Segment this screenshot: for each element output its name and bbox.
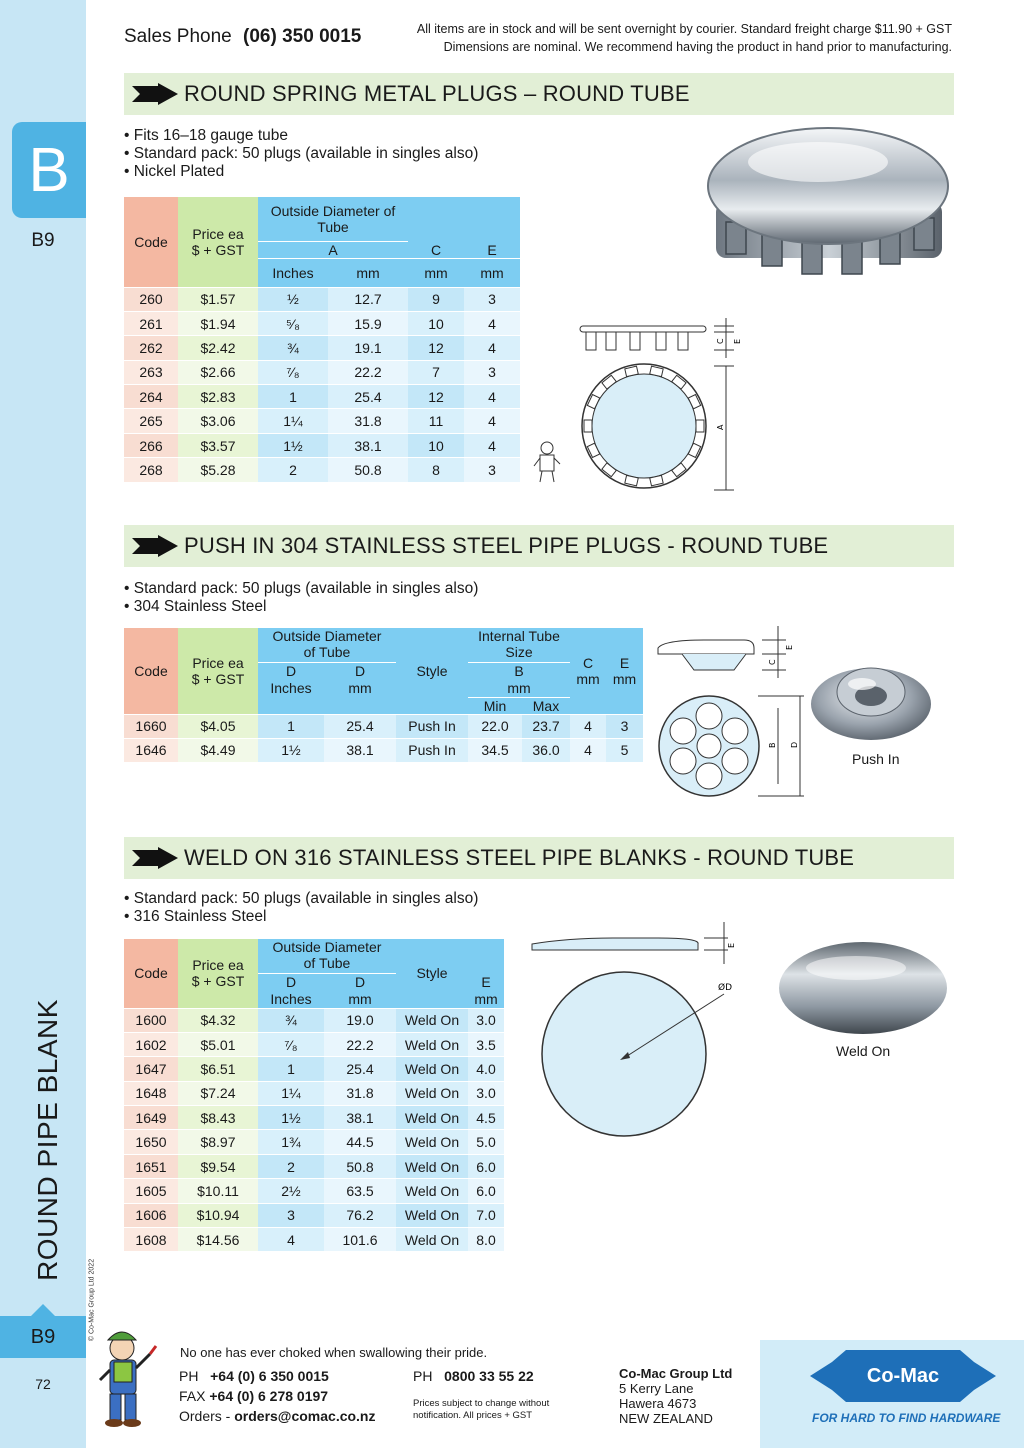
col-mm-a: mm <box>328 258 408 287</box>
company-name: Co-Mac Group Ltd <box>619 1366 733 1381</box>
cell-mm: 22.2 <box>328 360 408 384</box>
dim-label-a: A <box>716 424 725 430</box>
cell-style: Weld On <box>396 1203 468 1227</box>
cell-e: 3 <box>464 458 520 482</box>
cell-inches: 1¾ <box>258 1130 324 1154</box>
cell-mm: 19.1 <box>328 336 408 360</box>
cell-c: 4 <box>570 738 606 762</box>
col-a: A <box>258 241 408 258</box>
cell-inches: 4 <box>258 1228 324 1252</box>
col-e: E mm <box>468 939 504 1008</box>
cell-code: 261 <box>124 311 178 335</box>
cell-inches: 1½ <box>258 738 324 762</box>
cell-inches: 2½ <box>258 1179 324 1203</box>
footer-prices-note <box>413 1398 549 1422</box>
address-line-2: Hawera 4673 <box>619 1396 697 1411</box>
push-in-plug-photo <box>808 648 934 744</box>
cell-style: Weld On <box>396 1057 468 1081</box>
cell-c: 10 <box>408 433 464 457</box>
col-code: Code <box>124 939 178 1008</box>
cell-code: 1602 <box>124 1032 178 1056</box>
weld-on-caption: Weld On <box>836 1043 891 1059</box>
col-min: Min <box>468 697 522 714</box>
cell-price: $2.66 <box>178 360 258 384</box>
cell-price: $7.24 <box>178 1081 258 1105</box>
table-row <box>124 409 520 433</box>
mascot-icon <box>94 1324 160 1428</box>
spring-tab <box>584 420 592 432</box>
table-row <box>124 714 643 738</box>
cell-inches: ¾ <box>258 1008 324 1032</box>
bullet: • Fits 16–18 gauge tube <box>124 127 288 144</box>
table-row <box>124 1154 504 1178</box>
cell-code: 1600 <box>124 1008 178 1032</box>
cell-price: $1.57 <box>178 287 258 311</box>
spring-tab <box>696 420 704 432</box>
cell-style: Weld On <box>396 1154 468 1178</box>
ph2-value[interactable]: 0800 33 55 22 <box>444 1368 534 1384</box>
section-1-header <box>124 73 954 115</box>
cell-code: 1606 <box>124 1203 178 1227</box>
page-code-bottom: B9 <box>0 1316 86 1358</box>
spring-plug-drawing <box>574 318 754 496</box>
col-b: B mm <box>468 662 570 697</box>
cell-e: 5.0 <box>468 1130 504 1154</box>
table-row <box>124 1106 504 1130</box>
ph2-label: PH <box>413 1368 433 1384</box>
cell-mm: 25.4 <box>324 1057 396 1081</box>
section-3-header <box>124 837 954 879</box>
col-code: Code <box>124 197 178 287</box>
push-in-caption: Push In <box>852 751 900 767</box>
bullet: • Standard pack: 50 plugs (available in singles also) <box>124 890 479 907</box>
cell-mm: 38.1 <box>324 1106 396 1130</box>
cell-e: 3 <box>606 714 643 738</box>
dim-label-e: E <box>785 644 794 650</box>
dim-label-e: E <box>727 942 736 948</box>
cell-price: $4.05 <box>178 714 258 738</box>
dim-label-c: C <box>716 338 725 344</box>
footer-freephone <box>413 1366 534 1386</box>
cell-code: 1608 <box>124 1228 178 1252</box>
plug-lobe <box>670 748 696 774</box>
cell-code: 1651 <box>124 1154 178 1178</box>
arrow-icon <box>132 847 178 869</box>
cell-min: 34.5 <box>468 738 522 762</box>
dim-label-e: E <box>733 338 742 344</box>
cell-min: 22.0 <box>468 714 522 738</box>
cell-style: Weld On <box>396 1106 468 1130</box>
cell-style: Weld On <box>396 1032 468 1056</box>
cell-e: 4 <box>464 433 520 457</box>
cell-inches: ¾ <box>258 336 328 360</box>
logo-text: Co-Mac <box>866 1365 940 1387</box>
fax-value: +64 (0) 6 278 0197 <box>209 1388 329 1404</box>
bullet: • 316 Stainless Steel <box>124 908 267 925</box>
address-line-1: 5 Kerry Lane <box>619 1381 694 1396</box>
cell-code: 266 <box>124 433 178 457</box>
section-1-title: ROUND SPRING METAL PLUGS – ROUND TUBE <box>184 81 690 106</box>
table-row <box>124 1081 504 1105</box>
cell-mm: 44.5 <box>324 1130 396 1154</box>
cell-price: $4.32 <box>178 1008 258 1032</box>
cell-mm: 12.7 <box>328 287 408 311</box>
col-max: Max <box>522 697 570 714</box>
section-2-header <box>124 525 954 567</box>
table-row <box>124 738 643 762</box>
prices-note-line-2: notification. All prices + GST <box>413 1410 533 1421</box>
cell-code: 264 <box>124 385 178 409</box>
cell-price: $5.28 <box>178 458 258 482</box>
cell-e: 6.0 <box>468 1179 504 1203</box>
comac-logo[interactable] <box>810 1348 996 1404</box>
footer-address <box>619 1366 732 1426</box>
cell-c: 12 <box>408 336 464 360</box>
cell-e: 4 <box>464 385 520 409</box>
cell-inches: 1 <box>258 1057 324 1081</box>
section-3-table <box>124 939 504 1252</box>
col-style: Style <box>396 628 468 714</box>
cell-e: 3 <box>464 287 520 311</box>
cell-e: 4.0 <box>468 1057 504 1081</box>
col-code: Code <box>124 628 178 714</box>
cell-inches: 1½ <box>258 433 328 457</box>
cell-c: 8 <box>408 458 464 482</box>
sales-phone-line <box>124 26 361 48</box>
cell-e: 3.5 <box>468 1032 504 1056</box>
bullet: • Standard pack: 50 plugs (available in singles also) <box>124 145 479 162</box>
plug-lobe <box>722 718 748 744</box>
col-c: C mm <box>570 628 606 714</box>
cell-e: 4 <box>464 336 520 360</box>
cell-price: $8.97 <box>178 1130 258 1154</box>
cell-price: $10.94 <box>178 1203 258 1227</box>
cell-mm: 63.5 <box>324 1179 396 1203</box>
table-row <box>124 1179 504 1203</box>
cell-code: 1648 <box>124 1081 178 1105</box>
cell-price: $5.01 <box>178 1032 258 1056</box>
weld-on-blank-drawing <box>528 918 750 1138</box>
dim-label-d: ØD <box>718 983 733 993</box>
cell-mm: 38.1 <box>328 433 408 457</box>
col-d-mm: D mm <box>324 662 396 714</box>
col-inches: Inches <box>258 258 328 287</box>
cell-mm: 15.9 <box>328 311 408 335</box>
ph-value[interactable]: +64 (0) 6 350 0015 <box>210 1368 329 1384</box>
cell-inches: 2 <box>258 1154 324 1178</box>
plug-lobe <box>696 703 722 729</box>
arrow-icon <box>132 83 178 105</box>
cell-c: 10 <box>408 311 464 335</box>
cell-e: 4 <box>464 311 520 335</box>
cell-mm: 31.8 <box>328 409 408 433</box>
cell-e: 5 <box>606 738 643 762</box>
cell-mm: 25.4 <box>324 714 396 738</box>
cell-inches: ⁷⁄₈ <box>258 1032 324 1056</box>
copyright-note: © Co-Mac Group Ltd 2022 <box>88 1258 96 1342</box>
cell-e: 7.0 <box>468 1203 504 1227</box>
cell-e: 4 <box>464 409 520 433</box>
notice-line-2: Dimensions are nominal. We recommend having the product in hand prior to manufacturing. <box>443 40 952 54</box>
cell-c: 11 <box>408 409 464 433</box>
cell-style: Weld On <box>396 1130 468 1154</box>
cell-e: 4.5 <box>468 1106 504 1130</box>
notice-line-1: All items are in stock and will be sent overnight by courier. Standard freight charge $11.90 + GST <box>416 22 952 36</box>
cell-style: Weld On <box>396 1228 468 1252</box>
col-internal-tube: Internal Tube Size <box>468 628 570 662</box>
col-style: Style <box>396 939 468 1008</box>
cell-price: $2.42 <box>178 336 258 360</box>
table-row <box>124 1203 504 1227</box>
plug-lobe <box>696 763 722 789</box>
cell-price: $1.94 <box>178 311 258 335</box>
col-d-inches: D Inches <box>258 973 324 1008</box>
cell-code: 1647 <box>124 1057 178 1081</box>
col-price: Price ea $ + GST <box>178 628 258 714</box>
cell-inches: 2 <box>258 458 328 482</box>
table-row <box>124 1008 504 1032</box>
cell-code: 1646 <box>124 738 178 762</box>
cell-e: 6.0 <box>468 1154 504 1178</box>
cell-price: $6.51 <box>178 1057 258 1081</box>
section-3-title: WELD ON 316 STAINLESS STEEL PIPE BLANKS - ROUND TUBE <box>184 845 855 870</box>
footer-slogan: No one has ever choked when swallowing their pride. <box>180 1345 488 1360</box>
cell-c: 9 <box>408 287 464 311</box>
dim-label-c: C <box>768 659 777 665</box>
cell-code: 1605 <box>124 1179 178 1203</box>
push-in-plug-drawing <box>654 618 814 802</box>
cell-inches: 1 <box>258 714 324 738</box>
cell-c: 4 <box>570 714 606 738</box>
cell-price: $4.49 <box>178 738 258 762</box>
cell-price: $8.43 <box>178 1106 258 1130</box>
cell-inches: ⁷⁄₈ <box>258 360 328 384</box>
cell-inches: 3 <box>258 1203 324 1227</box>
cell-code: 1649 <box>124 1106 178 1130</box>
table-row <box>124 1228 504 1252</box>
cell-style: Weld On <box>396 1081 468 1105</box>
col-mm-e: mm <box>464 258 520 287</box>
table-row <box>124 433 520 457</box>
mascot-small-icon <box>532 440 562 484</box>
col-mm-c: mm <box>408 258 464 287</box>
table-row <box>124 311 520 335</box>
cell-mm: 50.8 <box>328 458 408 482</box>
table-row <box>124 1032 504 1056</box>
ph-label: PH <box>179 1368 199 1384</box>
cell-c: 7 <box>408 360 464 384</box>
cell-price: $2.83 <box>178 385 258 409</box>
page-code-top: B9 <box>31 230 55 251</box>
section-2-table <box>124 628 643 763</box>
cell-max: 23.7 <box>522 714 570 738</box>
section-3-bullets <box>124 890 478 926</box>
fax-label: FAX <box>179 1388 206 1404</box>
section-1-table <box>124 197 520 483</box>
col-price: Price ea $ + GST <box>178 197 258 287</box>
sales-label: Sales Phone <box>124 26 232 47</box>
cell-mm: 19.0 <box>324 1008 396 1032</box>
cell-code: 260 <box>124 287 178 311</box>
col-price: Price ea $ + GST <box>178 939 258 1008</box>
address-line-3: NEW ZEALAND <box>619 1411 713 1426</box>
spring-plug-photo <box>700 122 956 284</box>
table-row <box>124 287 520 311</box>
plug-lobe <box>722 748 748 774</box>
section-2-bullets <box>124 580 478 616</box>
cell-style: Weld On <box>396 1008 468 1032</box>
cell-mm: 50.8 <box>324 1154 396 1178</box>
bullet: • Standard pack: 50 plugs (available in singles also) <box>124 580 479 597</box>
cell-price: $10.11 <box>178 1179 258 1203</box>
col-d-inches: D Inches <box>258 662 324 714</box>
prices-note-line-1: Prices subject to change without <box>413 1398 550 1409</box>
cell-style: Weld On <box>396 1179 468 1203</box>
bullet: • Nickel Plated <box>124 163 225 180</box>
cell-code: 262 <box>124 336 178 360</box>
col-d-mm: D mm <box>324 973 396 1008</box>
col-outside-diameter: Outside Diameter of Tube <box>258 197 408 241</box>
cell-mm: 76.2 <box>324 1203 396 1227</box>
cell-e: 3 <box>464 360 520 384</box>
table-row <box>124 336 520 360</box>
section-letter-tab: B <box>12 122 86 218</box>
cell-code: 268 <box>124 458 178 482</box>
cell-code: 1650 <box>124 1130 178 1154</box>
cell-max: 36.0 <box>522 738 570 762</box>
vertical-section-title: ROUND PIPE BLANK <box>32 999 63 1281</box>
col-outside-diameter: Outside Diameter of Tube <box>258 628 396 662</box>
cell-price: $9.54 <box>178 1154 258 1178</box>
col-outside-diameter: Outside Diameter of Tube <box>258 939 396 973</box>
cell-mm: 31.8 <box>324 1081 396 1105</box>
table-row <box>124 1057 504 1081</box>
orders-label: Orders - <box>179 1408 231 1424</box>
bullet: • 304 Stainless Steel <box>124 598 267 615</box>
cell-inches: 1¼ <box>258 1081 324 1105</box>
cell-code: 1660 <box>124 714 178 738</box>
cell-mm: 25.4 <box>328 385 408 409</box>
table-row <box>124 1130 504 1154</box>
cell-price: $3.06 <box>178 409 258 433</box>
table-row <box>124 385 520 409</box>
dim-label-b: B <box>768 742 777 748</box>
dim-label-d: D <box>790 741 799 748</box>
cell-mm: 38.1 <box>324 738 396 762</box>
col-c: C <box>408 197 464 258</box>
section-1-bullets <box>124 127 478 181</box>
cell-price: $14.56 <box>178 1228 258 1252</box>
cell-inches: 1½ <box>258 1106 324 1130</box>
weld-on-blank-photo <box>776 938 950 1038</box>
cell-style: Push In <box>396 738 468 762</box>
arrow-icon <box>132 535 178 557</box>
cell-e: 3.0 <box>468 1008 504 1032</box>
cell-style: Push In <box>396 714 468 738</box>
orders-email-link[interactable]: orders@comac.co.nz <box>234 1408 376 1424</box>
cell-price: $3.57 <box>178 433 258 457</box>
footer-contact <box>179 1366 376 1426</box>
plug-lobe <box>670 718 696 744</box>
cell-inches: 1¼ <box>258 409 328 433</box>
col-e: E mm <box>606 628 643 714</box>
cell-inches: ⁵⁄₈ <box>258 311 328 335</box>
sales-phone: (06) 350 0015 <box>243 26 362 47</box>
col-e: E <box>464 197 520 258</box>
header-notice <box>417 20 952 56</box>
cell-e: 3.0 <box>468 1081 504 1105</box>
cell-inches: ½ <box>258 287 328 311</box>
cell-code: 263 <box>124 360 178 384</box>
cell-mm: 101.6 <box>324 1228 396 1252</box>
table-row <box>124 360 520 384</box>
section-2-title: PUSH IN 304 STAINLESS STEEL PIPE PLUGS - ROUND TUBE <box>184 533 829 558</box>
cell-e: 8.0 <box>468 1228 504 1252</box>
cell-mm: 22.2 <box>324 1032 396 1056</box>
page-number: 72 <box>35 1376 51 1392</box>
table-row <box>124 458 520 482</box>
cell-code: 265 <box>124 409 178 433</box>
logo-tagline: FOR HARD TO FIND HARDWARE <box>812 1411 1001 1425</box>
cell-c: 12 <box>408 385 464 409</box>
cell-inches: 1 <box>258 385 328 409</box>
